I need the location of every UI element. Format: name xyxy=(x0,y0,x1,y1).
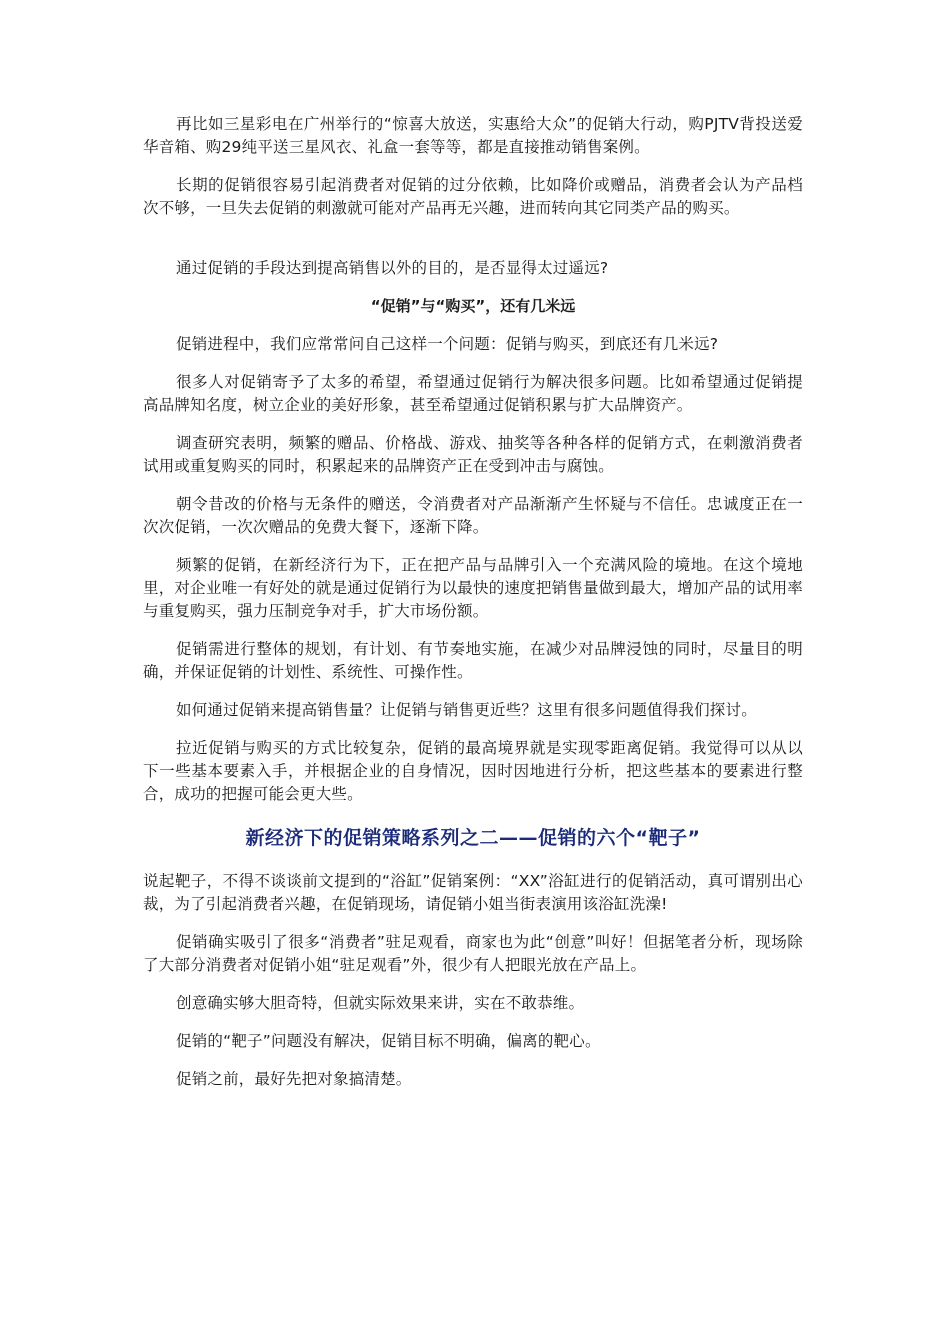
paragraph-ask-yourself: 促销进程中，我们应常常问自己这样一个问题：促销与购买，到底还有几米远? xyxy=(176,335,719,353)
subheading-distance: “促销”与“购买”，还有几米远 xyxy=(370,297,576,315)
spacer xyxy=(143,235,803,257)
document-page xyxy=(143,113,803,1106)
paragraph-attracted-consumers: 促销确实吸引了很多“消费者”驻足观看，商家也为此“创意”叫好！但据笔者分析，现场除了大部分消费者对促销小姐“驻足观看”外，很少有人把眼光放在产品上。 xyxy=(143,933,803,974)
paragraph-samsung-case: 再比如三星彩电在广州举行的“惊喜大放送，实惠给大众”的促销大行动，购PJTV背投送爱华音箱、购29纯平送三星风衣、礼盒一套等等，都是直接推动销售案例。 xyxy=(143,115,803,156)
paragraph-question: 通过促销的手段达到提高销售以外的目的，是否显得太过遥远? xyxy=(176,259,609,277)
section-heading: 新经济下的促销策略系列之二——促销的六个“靶子” xyxy=(245,827,701,849)
paragraph-research-shows: 调查研究表明，频繁的赠品、价格战、游戏、抽奖等各种各样的促销方式，在刺激消费者试用或重复购买的同时，积累起来的品牌资产正在受到冲击与腐蚀。 xyxy=(143,434,803,475)
paragraph-target-problem: 促销的“靶子”问题没有解决，促销目标不明确，偏离的靶心。 xyxy=(176,1032,601,1050)
paragraph-before-promotion: 促销之前，最好先把对象搞清楚。 xyxy=(176,1070,412,1088)
paragraph-price-changes: 朝令昔改的价格与无条件的赠送，令消费者对产品渐渐产生怀疑与不信任。忠诚度正在一次次促销，一次次赠品的免费大餐下，逐渐下降。 xyxy=(143,495,803,536)
paragraph-many-hopes: 很多人对促销寄予了太多的希望，希望通过促销行为解决很多问题。比如希望通过促销提高品牌知名度，树立企业的美好形象，甚至希望通过促销积累与扩大品牌资产。 xyxy=(143,373,803,414)
paragraph-frequent-promotion: 频繁的促销，在新经济行为下，正在把产品与品牌引入一个充满风险的境地。在这个境地里，对企业唯一有好处的就是通过促销行为以最快的速度把销售量做到最大，增加产品的试用率与重复购买，强力压制竞争对手，扩大市场份额。 xyxy=(143,556,803,620)
paragraph-long-term-promotion: 长期的促销很容易引起消费者对促销的过分依赖，比如降价或赠品，消费者会认为产品档次不够，一旦失去促销的刺激就可能对产品再无兴趣，进而转向其它同类产品的购买。 xyxy=(143,176,803,217)
paragraph-how-to-improve: 如何通过促销来提高销售量？让促销与销售更近些？这里有很多问题值得我们探讨。 xyxy=(176,701,757,719)
paragraph-overall-planning: 促销需进行整体的规划，有计划、有节奏地实施，在减少对品牌浸蚀的同时，尽量目的明确，并保证促销的计划性、系统性、可操作性。 xyxy=(143,640,803,681)
paragraph-bathtub-case: 说起靶子，不得不谈谈前文提到的“浴缸”促销案例：“XX”浴缸进行的促销活动，真可谓别出心裁，为了引起消费者兴趣，在促销现场，请促销小姐当街表演用该浴缸洗澡! xyxy=(143,872,803,913)
paragraph-zero-distance: 拉近促销与购买的方式比较复杂，促销的最高境界就是实现零距离促销。我觉得可以从以下一些基本要素入手，并根据企业的自身情况，因时因地进行分析，把这些基本的要素进行整合，成功的把握可能会更大些。 xyxy=(143,739,803,803)
paragraph-bold-creativity: 创意确实够大胆奇特，但就实际效果来讲，实在不敢恭维。 xyxy=(176,994,585,1012)
